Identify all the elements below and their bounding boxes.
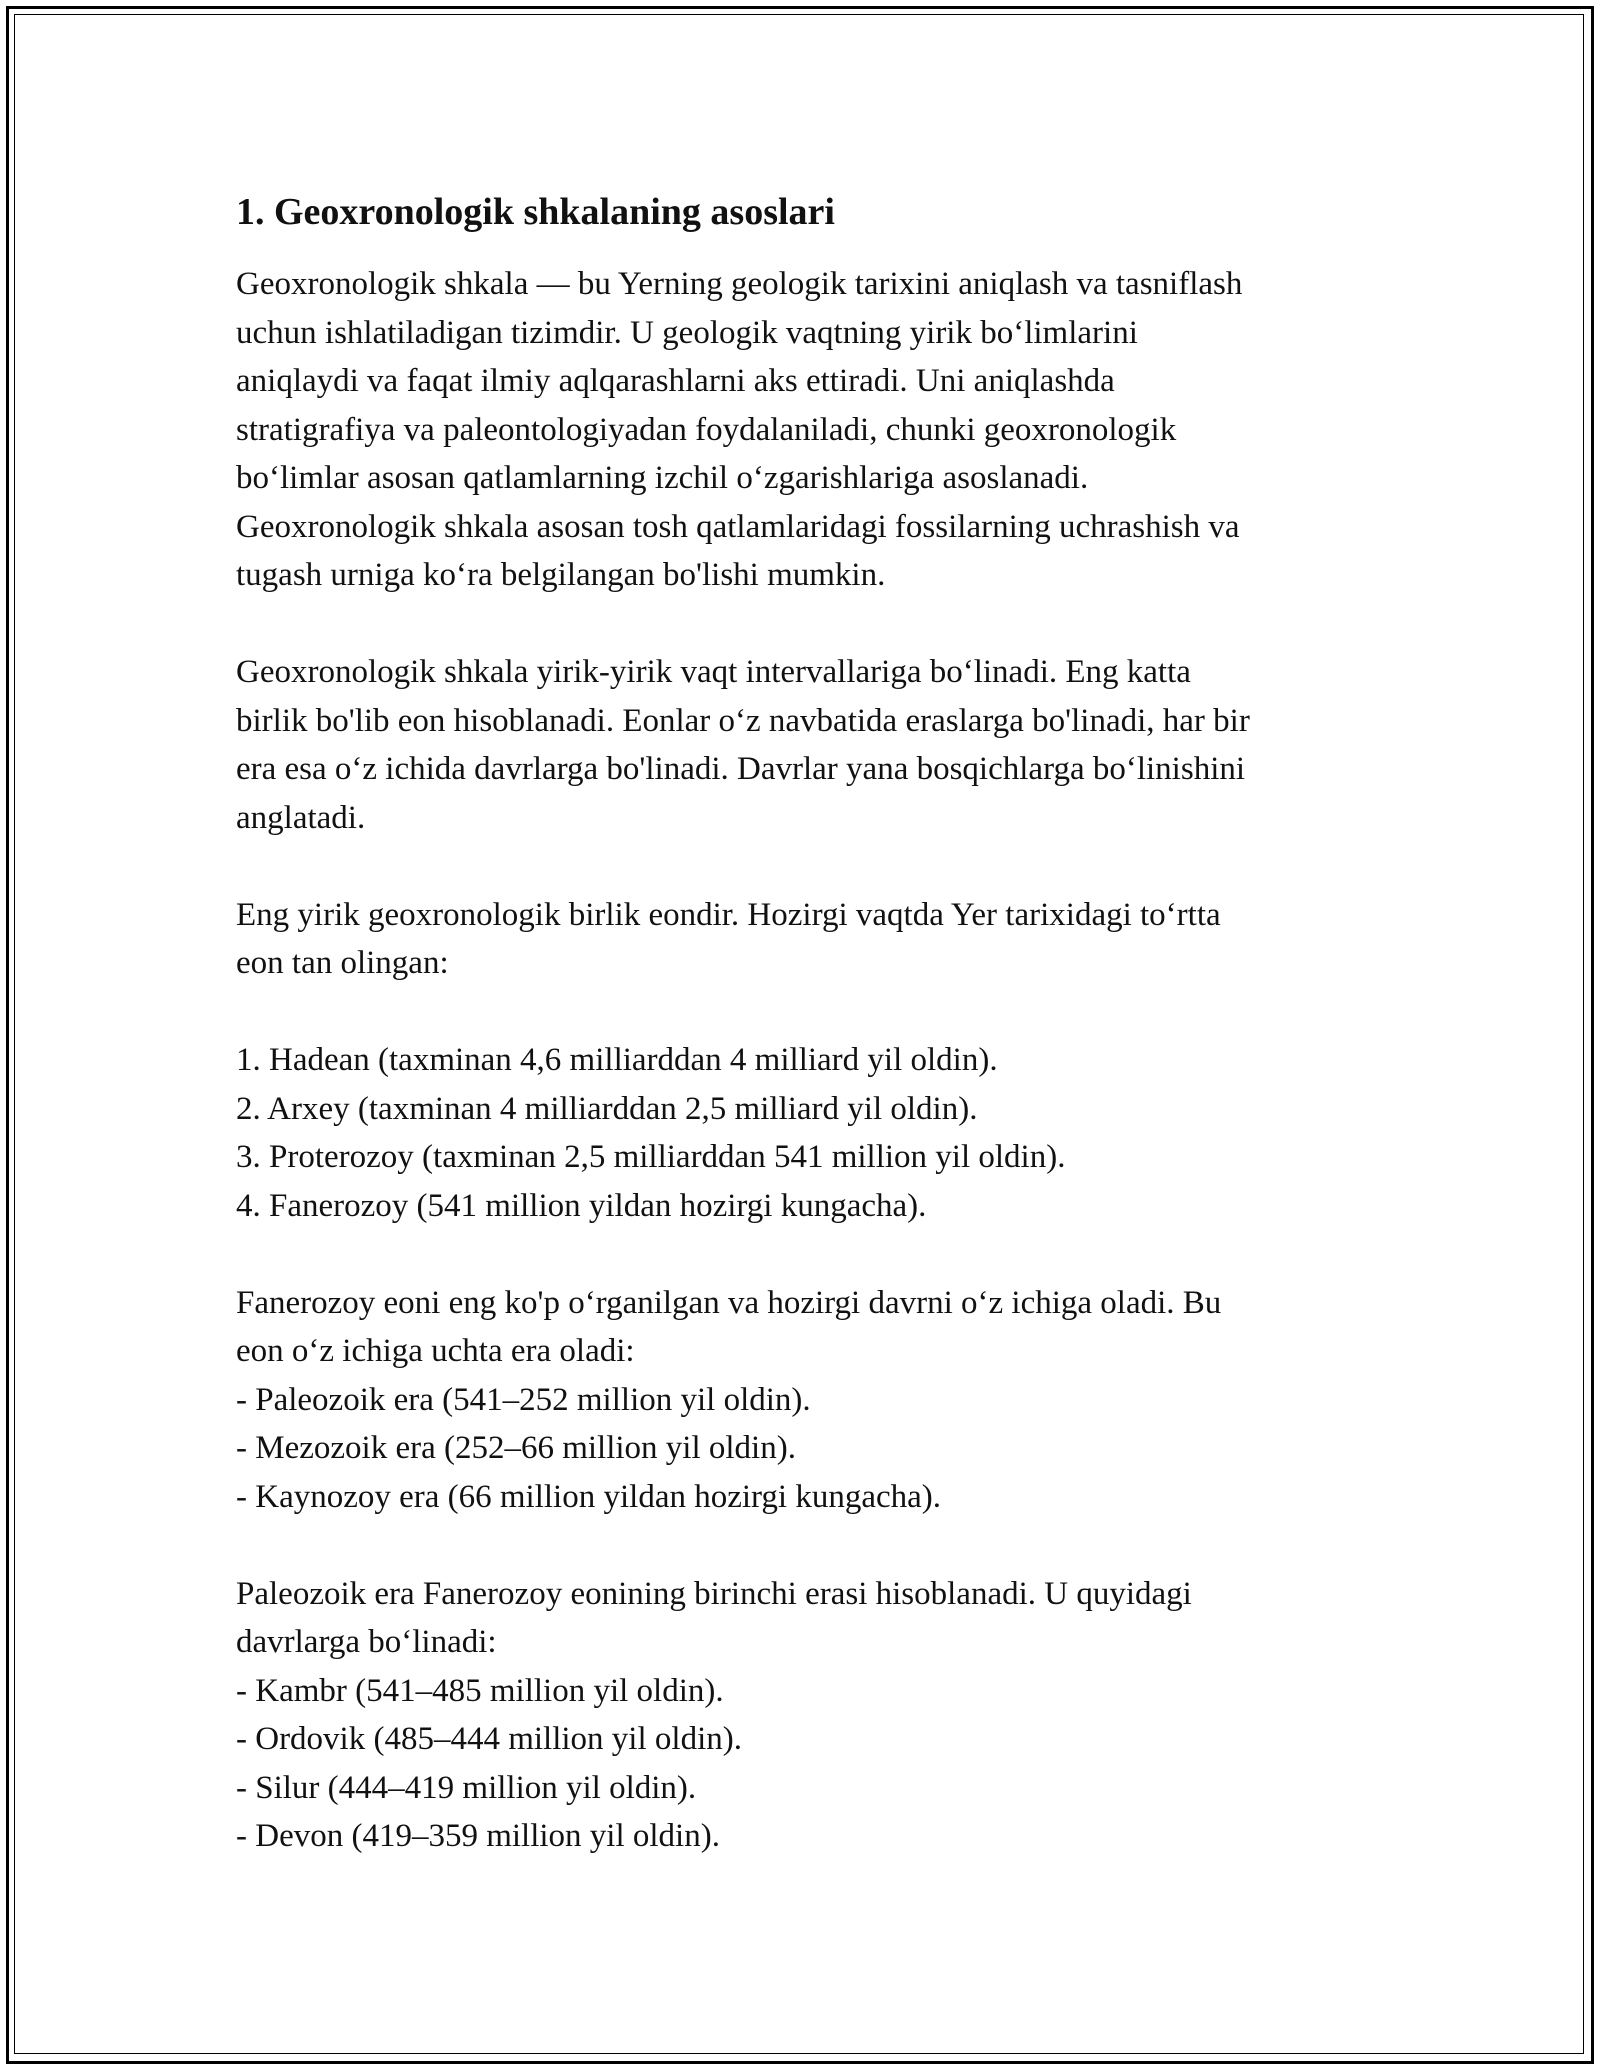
section-heading: 1. Geoxronologik shkalaning asoslari xyxy=(236,191,835,233)
document-body xyxy=(236,186,1386,1909)
paragraph-eons-intro: Eng yirik geoxronologik birlik eondir. Hozirgi vaqtda Yer tarixidagi toʻrtta eon tan olingan: xyxy=(236,896,1221,981)
paragraph-paleozoic-periods: Paleozoik era Fanerozoy eonining birinchi erasi hisoblanadi. U quyidagi davrlarga boʻlinadi: - Kambr (541–485 million yil oldin). - Ordovik (485–444 million yil oldin). - Silur (444–419 million yil oldin). - Devon (419–359 million yil oldin). xyxy=(236,1575,1192,1854)
paragraph-intro: Geoxronologik shkala — bu Yerning geologik tarixini aniqlash va tasniflash uchun ishlatiladigan tizimdir. U geologik vaqtning yirik boʻlimlarini aniqlaydi va faqat ilmiy aqlqarashlarni aks ettiradi. Uni aniqlashda stratigrafiya va paleontologiyadan foydalaniladi, chunki geoxronologik boʻlimlar asosan qatlamlarning izchil oʻzgarishlariga asoslanadi. Geoxronologik shkala asosan tosh qatlamlaridagi fossilarning uchrashish va tugash urniga koʻra belgilangan bo'lishi mumkin. xyxy=(236,266,1243,593)
paragraph-intervals: Geoxronologik shkala yirik-yirik vaqt intervallariga boʻlinadi. Eng katta birlik bo'lib eon hisoblanadi. Eonlar oʻz navbatida eraslarga bo'linadi, har bir era esa oʻz ichida davrlarga bo'linadi. Davrlar yana bosqichlarga boʻlinishini anglatadi. xyxy=(236,654,1250,836)
paragraph-phanerozoic-eras: Fanerozoy eoni eng ko'p oʻrganilgan va hozirgi davrni oʻz ichiga oladi. Bu eon oʻz ichiga uchta era oladi: - Paleozoik era (541–252 million yil oldin). - Mezozoik era (252–66 million yil oldin). - Kaynozoy era (66 million yildan hozirgi kungacha). xyxy=(236,1284,1222,1515)
eon-list: 1. Hadean (taxminan 4,6 milliarddan 4 milliard yil oldin). 2. Arxey (taxminan 4 milliarddan 2,5 milliard yil oldin). 3. Proterozoy (taxminan 2,5 milliarddan 541 million yil oldin). 4. Fanerozoy (541 million yildan hozirgi kungacha). xyxy=(236,1042,1066,1224)
